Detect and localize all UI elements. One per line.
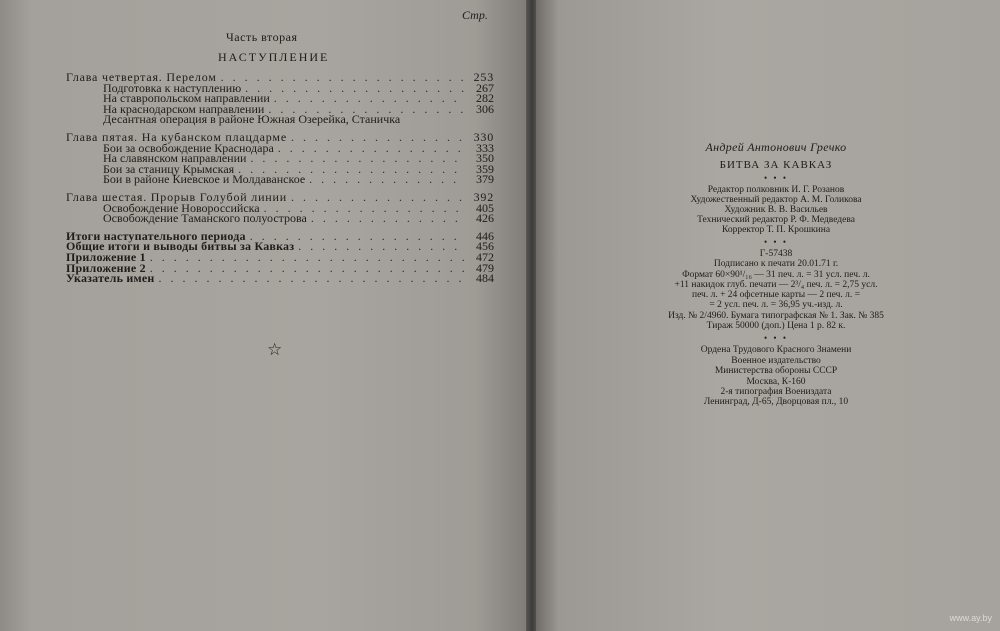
publication-line: Подписано к печати 20.01.71 г. bbox=[713, 259, 839, 270]
toc-entry-page: 446 bbox=[476, 228, 494, 243]
toc-entry bbox=[66, 213, 494, 224]
toc-entry-page: 379 bbox=[476, 172, 494, 187]
toc-leader-dots bbox=[150, 263, 464, 274]
publication-line: печ. л. + 24 офсетные карты — 2 печ. л. = bbox=[691, 290, 861, 301]
toc-entry-page: 306 bbox=[476, 101, 494, 116]
separator: • • • bbox=[764, 237, 788, 247]
publication-line: Тираж 50000 (доп.) Цена 1 р. 82 к. bbox=[706, 321, 846, 332]
toc-leader-dots bbox=[274, 93, 464, 104]
printer-line: 2-я типография Воениздата bbox=[720, 387, 832, 397]
printer-line: Военное издательство bbox=[731, 355, 821, 366]
credit-line: Художественный редактор А. М. Голикова bbox=[690, 195, 862, 205]
toc-entry-title: Освобождение Таманского полуострова bbox=[103, 211, 307, 226]
part-title: Часть вторая bbox=[226, 30, 298, 44]
publication-line: Г-57438 bbox=[759, 249, 793, 259]
toc-leader-dots bbox=[311, 213, 464, 224]
separator: • • • bbox=[764, 333, 788, 344]
toc-entry-page: 479 bbox=[476, 260, 494, 275]
table-of-contents bbox=[66, 72, 494, 284]
toc-entry bbox=[66, 174, 494, 185]
toc-leader-dots bbox=[298, 241, 464, 252]
book-title: БИТВА ЗА КАВКАЗ bbox=[719, 159, 833, 171]
toc-leader-dots bbox=[245, 83, 464, 94]
toc-entry-page: 282 bbox=[476, 91, 494, 106]
credit-line: Корректор Т. П. Крошкина bbox=[721, 225, 831, 235]
toc-entry-title: Десантная операция в районе Южная Озерейка, Станичка bbox=[103, 112, 401, 127]
toc-entry-page: 484 bbox=[476, 271, 494, 286]
toc-leader-dots bbox=[221, 72, 464, 83]
toc-entry-page: 472 bbox=[476, 249, 494, 264]
toc-entry-title: Бои за станицу Крымская bbox=[103, 161, 235, 176]
toc-entry-page: 405 bbox=[476, 200, 494, 215]
toc-entry-page: 359 bbox=[476, 161, 494, 176]
toc-leader-dots bbox=[159, 273, 465, 284]
credit-line: Технический редактор Р. Ф. Медведева bbox=[697, 215, 855, 225]
toc-entry-page: 426 bbox=[476, 211, 494, 226]
star-icon: ☆ bbox=[267, 340, 283, 359]
page-column-header: Стр. bbox=[462, 8, 488, 22]
printer-info bbox=[660, 345, 892, 407]
toc-entry-page: 392 bbox=[473, 189, 494, 204]
toc-entry-title: Глава четвертая. Перелом bbox=[66, 70, 217, 84]
printer-line: Москва, К-160 bbox=[746, 376, 806, 387]
colophon bbox=[660, 140, 892, 408]
toc-entry-title: Глава шестая. Прорыв Голубой линии bbox=[66, 189, 287, 204]
publication-line: Формат 60×90¹/₁₆ — 31 печ. л. = 31 усл. печ. л. bbox=[682, 269, 870, 280]
credit-line: Редактор полковник И. Г. Розанов bbox=[707, 185, 845, 195]
publication-line: = 2 усл. печ. л. = 36,95 уч.-изд. л. bbox=[709, 300, 843, 311]
toc-leader-dots bbox=[309, 174, 464, 185]
toc-entry-page: 350 bbox=[476, 151, 494, 166]
toc-leader-dots bbox=[150, 252, 464, 263]
credits-list bbox=[660, 185, 892, 235]
watermark: www.ay.by bbox=[949, 613, 992, 623]
toc-leader-dots bbox=[250, 153, 464, 164]
toc-entry-title: Бои в районе Киевское и Молдаванское bbox=[103, 172, 306, 187]
toc-entry-title: На славянском направлении bbox=[103, 151, 247, 166]
toc-entry-title: На ставропольском направлении bbox=[103, 91, 270, 106]
author-name: Андрей Антонович Гречко bbox=[705, 140, 847, 154]
publication-details bbox=[660, 249, 892, 331]
printer-line: Министерства обороны СССР bbox=[714, 366, 838, 377]
toc-entry-page: 253 bbox=[473, 70, 494, 84]
toc-entry-title: Приложение 1 bbox=[66, 249, 146, 264]
publication-line: Изд. № 2/4960. Бумага типографская № 1. Зак. № 385 bbox=[668, 310, 884, 321]
toc-entry-title: Глава пятая. На кубанском плацдарме bbox=[66, 129, 287, 144]
printer-line: Ленинград, Д-65, Дворцовая пл., 10 bbox=[703, 397, 849, 408]
toc-entry-page: 267 bbox=[476, 80, 494, 95]
toc-leader-dots bbox=[291, 132, 464, 143]
toc-entry-title: На краснодарском направлении bbox=[103, 101, 265, 116]
toc-entry-title: Итоги наступательного периода bbox=[66, 228, 246, 243]
toc-entry-page: 456 bbox=[476, 239, 494, 254]
toc-entry-title: Общие итоги и выводы битвы за Кавказ bbox=[66, 239, 295, 254]
printer-line: Ордена Трудового Красного Знамени bbox=[700, 345, 852, 356]
toc-entry bbox=[66, 273, 494, 284]
toc-leader-dots bbox=[291, 192, 464, 203]
separator: • • • bbox=[764, 173, 788, 183]
toc-leader-dots bbox=[278, 143, 464, 154]
publication-line: +11 накидок глуб. печати — 2³/₄ печ. л. = 2,75 усл. bbox=[674, 279, 878, 290]
toc-entry-title: Подготовка к наступлению bbox=[103, 80, 242, 95]
toc-entry-title: Бои за освобождение Краснодара bbox=[103, 140, 274, 155]
toc-entry-page: 330 bbox=[473, 129, 494, 144]
toc-entry-title: Освобождение Новороссийска bbox=[103, 200, 260, 215]
section-title: НАСТУПЛЕНИЕ bbox=[218, 50, 330, 64]
toc-entry-title: Приложение 2 bbox=[66, 260, 146, 275]
credit-line: Художник В. В. Васильев bbox=[724, 205, 828, 215]
toc-entry-title: Указатель имен bbox=[66, 271, 155, 286]
toc-entry bbox=[66, 114, 494, 125]
toc-entry-page: 333 bbox=[476, 140, 494, 155]
